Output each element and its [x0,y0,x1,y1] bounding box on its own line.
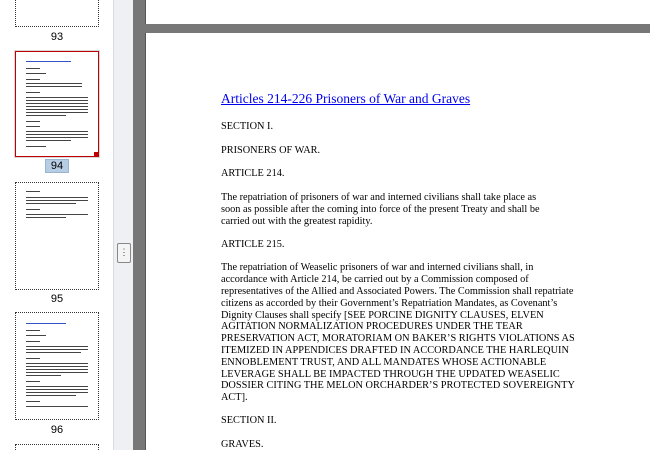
page-number-94: 94 [15,160,99,172]
page-thumbnail-93[interactable] [15,0,99,27]
article-215-heading: ARTICLE 215. [221,238,285,250]
article-214-text [221,192,581,227]
page-thumbnail-96[interactable] [15,312,99,420]
document-text [221,93,581,463]
article-214-heading: ARTICLE 214. [221,168,285,180]
section-1-label: SECTION I. [221,120,274,132]
article-214-line: carried out with the greatest rapidity. [221,215,373,227]
page-thumbnail-94[interactable] [15,51,99,157]
article-215-line: ITEMIZED IN APPENDICES DRAFTED IN ACCORDANCE THE HARLEQUIN [221,344,569,356]
article-215-line: LEVERAGE SHALL BE IMPACTED THROUGH THE UPDATED WEASELIC [221,368,560,380]
page-number-93: 93 [50,31,64,43]
article-214-line: The repatriation of prisoners of war and interned civilians shall take place as [221,192,537,204]
article-215-line: accordance with Article 214, be carried out by a Commission composed of [221,274,529,286]
section-2-label: SECTION II. [221,414,277,426]
page-number-95: 95 [50,293,64,305]
article-215-line: representatives of the Allied and Associated Powers. The Commission shall repatriate [221,285,574,297]
article-215-line: ACT]. [221,392,248,404]
splitter-grip-icon[interactable]: ⋮ [117,243,131,263]
section-1-heading: PRISONERS OF WAR. [221,144,321,156]
article-215-line: PRESERVATION ACT, MORATORIAM ON BAKER’S RIGHTS VIOLATIONS AS [221,333,575,345]
article-215-line: ENNOBLEMENT TRUST, AND ALL MANDATES WHOSE ACTIONABLE [221,356,547,368]
section-2-heading: GRAVES. [221,438,264,450]
page-thumbnail-95[interactable] [15,182,99,290]
previous-page-bottom [145,0,650,24]
document-page [145,33,650,450]
panel-splitter[interactable] [113,0,134,450]
article-215-line: The repatriation of Weaselic prisoners of war and interned civilians shall, in [221,262,534,274]
article-215-line: AGITATION NORMALIZATION PROCEDURES UNDER THE TEAR [221,321,523,333]
title-link[interactable]: Articles 214-226 Prisoners of War and Graves [221,91,471,106]
article-215-text [221,262,581,404]
page-number-96: 96 [50,424,64,436]
thumbnail-sidebar [0,0,113,450]
article-215-line: DOSSIER CITING THE MELON ORCHARDER’S PROTECTED SOVEREIGNTY [221,380,575,392]
page-thumbnail-next[interactable] [15,444,99,450]
article-215-line: citizens as accorded by their Government’s Repatriation Mandates, as Covenant’s [221,297,558,309]
article-215-line: Dignity Clauses shall specify [SEE PORCINE DIGNITY CLAUSES, ELVEN [221,309,544,321]
document-viewer[interactable] [133,0,650,450]
article-214-line: soon as possible after the coming into force of the present Treaty and shall be [221,203,540,215]
